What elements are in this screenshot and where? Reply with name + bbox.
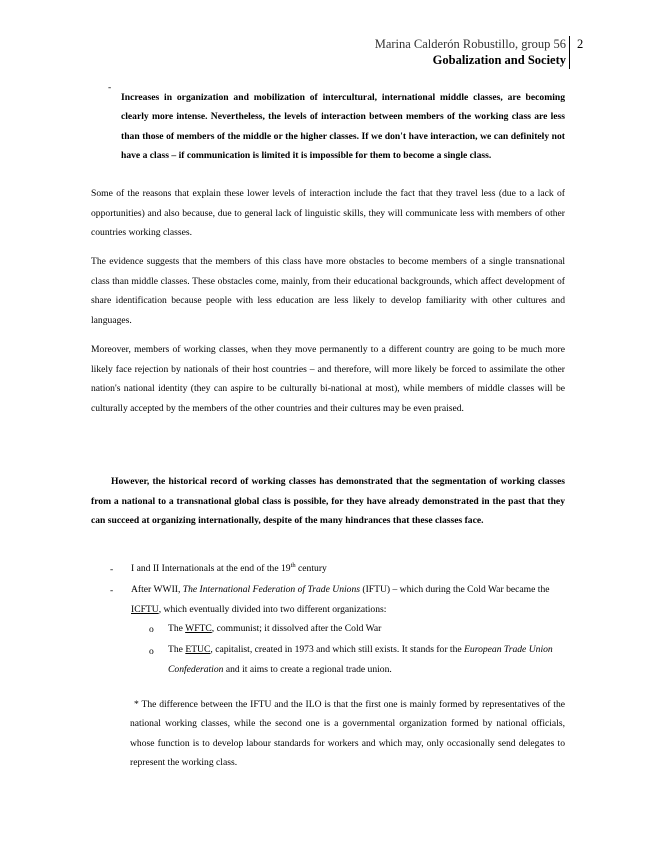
list-marker: - bbox=[110, 564, 114, 575]
sublist-marker: o bbox=[149, 646, 154, 657]
list-item-internationals: I and II Internationals at the end of the 19th century bbox=[131, 561, 327, 574]
conclusion-paragraph: However, the historical record of working classes has demonstrated that the segmentation of working classes from a national to a transnational global class is possible, for they have already demonstrated in the past that they can succeed at organizing internationally, despite of the many hindrances that these classes face. bbox=[91, 476, 565, 527]
header-subject: Gobalization and Society bbox=[432, 53, 566, 67]
etuc-term: ETUC bbox=[185, 644, 211, 655]
icftu-term: ICFTU bbox=[131, 603, 159, 615]
page-number: 2 bbox=[577, 37, 584, 51]
sublist-item-etuc: The ETUC, capitalist, created in 1973 and which still exists. It stands for the European Trade Union Confederation and it aims to create a regional trade union. bbox=[168, 644, 553, 675]
bullet-paragraph: Increases in organization and mobilization of intercultural, international middle classes, are becoming clearly more intense. Nevertheless, the levels of interaction between members of the working class are less than those of members of the middle or the higher classes. If we don't have interaction, we can definitely not have a class – if communication is limited it is impossible for them to become a single class. bbox=[121, 91, 565, 162]
bullet-marker: - bbox=[108, 82, 112, 93]
header-author: Marina Calderón Robustillo, group 56 bbox=[374, 37, 566, 51]
list-marker: - bbox=[110, 585, 114, 596]
list-item-iftu: After WWII, The International Federation of Trade Unions (IFTU) – which during the Cold War became the ICFTU, which eventually divided into two different organizations: bbox=[131, 584, 550, 615]
sublist-marker: o bbox=[149, 624, 154, 635]
sublist-item-wftc: The WFTC, communist; it dissolved after the Cold War bbox=[168, 623, 382, 634]
paragraph-rejection: Moreover, members of working classes, when they move permanently to a different country are going to be much more likely face rejection by nationals of their host countries – and therefore, will more likely be forced to assimilate the other nation's national identity (they can aspire to be culturally bi-national at most), while members of middle classes will be culturally accepted by the members of the other countries and their cultures may be even praised. bbox=[91, 344, 565, 414]
paragraph-evidence: The evidence suggests that the members of this class have more obstacles to become members of a single transnational class than middle classes. These obstacles come, mainly, from their educational backgrounds, which affect development of share identification because people with less education are less likely to develop familiarity with other cultures and languages. bbox=[91, 256, 565, 326]
page-header bbox=[375, 36, 566, 68]
footnote-iftu-ilo: * The difference between the IFTU and the ILO is that the first one is mainly formed by representatives of the national working classes, while the second one is a governmental organization formed by national officials, whose function is to develop labour standards for workers and which may, only occasionally send delegates to represent the working class. bbox=[130, 698, 565, 769]
wftc-term: WFTC bbox=[185, 623, 212, 634]
paragraph-interaction-reasons: Some of the reasons that explain these lower levels of interaction include the fact that they travel less (due to a lack of opportunities) and also because, due to general lack of linguistic skills, they will communicate less with members of other countries working classes. bbox=[91, 188, 565, 239]
header-divider bbox=[569, 36, 570, 69]
